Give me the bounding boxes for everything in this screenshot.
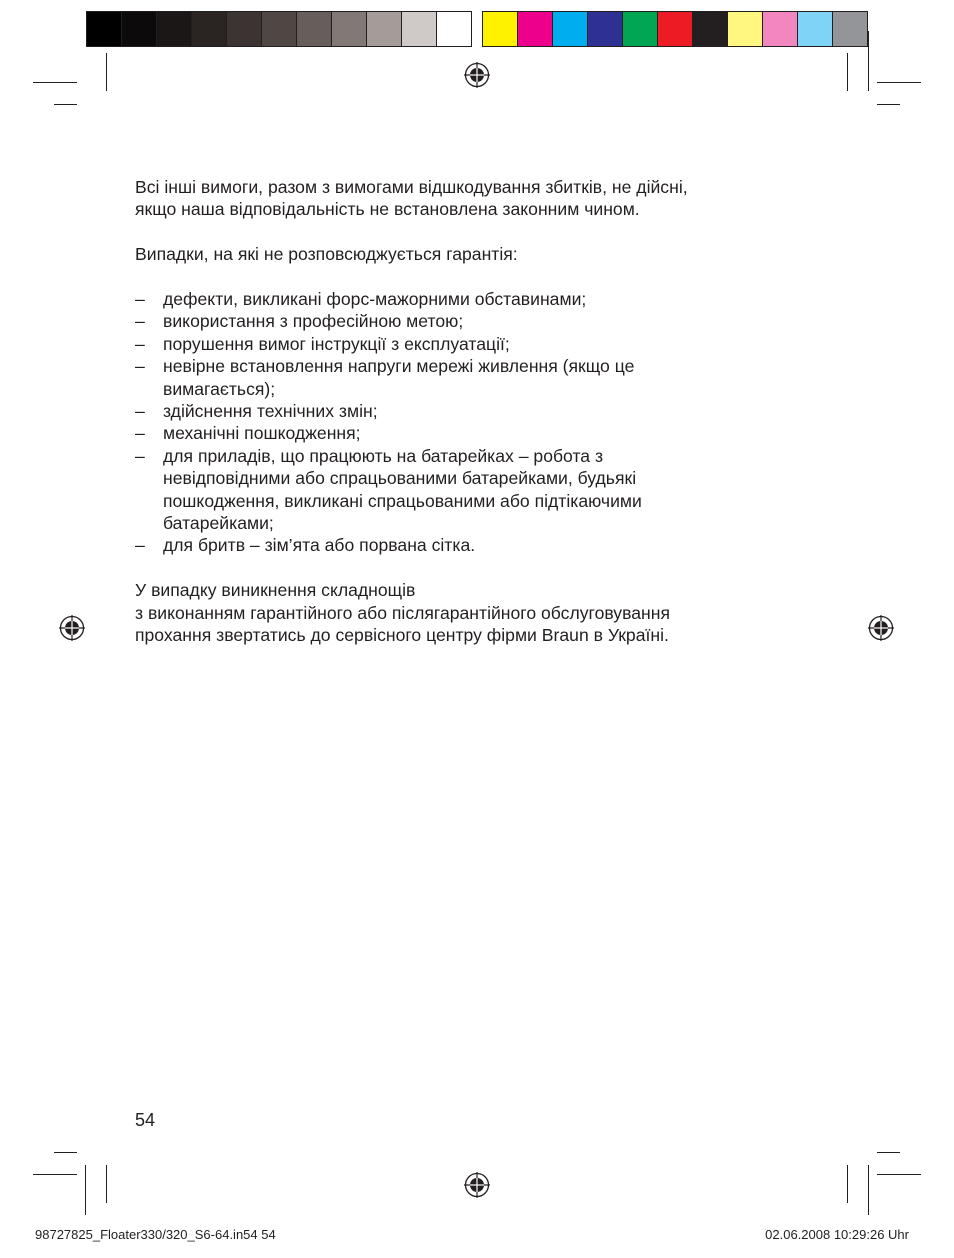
exclusion-text: невідповідними або спрацьованими батарейками, будьякі bbox=[163, 468, 637, 489]
registration-mark-icon bbox=[868, 615, 894, 641]
color-swatch bbox=[693, 12, 728, 46]
list-dash: – bbox=[135, 356, 145, 377]
list-dash: – bbox=[135, 311, 145, 332]
exclusion-text: механічні пошкодження; bbox=[163, 423, 361, 444]
exclusion-item bbox=[135, 400, 835, 422]
crop-mark bbox=[85, 1165, 86, 1215]
registration-mark-icon bbox=[464, 62, 490, 88]
exclusion-text: невірне встановлення напруги мережі живлення (якщо це bbox=[163, 356, 635, 377]
warranty-text bbox=[135, 176, 835, 646]
crop-mark bbox=[54, 104, 77, 105]
color-swatch bbox=[367, 12, 402, 46]
exclusion-text: використання з професійною метою; bbox=[163, 311, 464, 332]
crop-mark bbox=[868, 1165, 869, 1215]
color-swatch bbox=[623, 12, 658, 46]
crop-mark bbox=[868, 31, 869, 91]
color-swatch bbox=[833, 12, 867, 46]
color-swatch bbox=[122, 12, 157, 46]
color-swatch bbox=[798, 12, 833, 46]
paragraph-claims bbox=[135, 176, 835, 221]
list-dash: – bbox=[135, 289, 145, 309]
exclusion-text: порушення вимог інструкції з експлуатації; bbox=[163, 333, 510, 354]
color-swatch bbox=[588, 12, 623, 46]
color-swatch bbox=[297, 12, 332, 46]
text-line: якщо наша відповідальність не встановлена законним чином. bbox=[135, 199, 640, 220]
color-swatch bbox=[763, 12, 798, 46]
exclusion-item bbox=[135, 445, 835, 535]
exclusions-list bbox=[135, 288, 835, 557]
exclusion-text: для приладів, що працюють на батарейках – робота з bbox=[163, 445, 604, 466]
exclusion-item bbox=[135, 333, 835, 355]
paragraph-exclusions-intro: Випадки, на які не розповсюджується гарантія: bbox=[135, 244, 518, 265]
text-line: Всі інші вимоги, разом з вимогами відшкодування збитків, не дійсні, bbox=[135, 177, 688, 197]
color-swatch bbox=[728, 12, 763, 46]
color-swatch bbox=[553, 12, 588, 46]
registration-mark-icon bbox=[464, 1172, 490, 1198]
slug-file-info: 98727825_Floater330/320_S6-64.in54 54 bbox=[35, 1227, 276, 1242]
grayscale-color-bar bbox=[86, 11, 472, 47]
text-line: прохання звертатись до сервісного центру фірми Braun в Україні. bbox=[135, 625, 669, 646]
exclusion-item bbox=[135, 288, 835, 310]
exclusion-text: пошкодження, викликані спрацьованими або підтікаючими bbox=[163, 490, 642, 511]
crop-mark bbox=[877, 1152, 900, 1153]
list-dash: – bbox=[135, 423, 145, 444]
crop-mark bbox=[33, 82, 77, 83]
exclusion-item bbox=[135, 355, 835, 400]
color-swatch bbox=[192, 12, 227, 46]
crop-mark bbox=[847, 53, 848, 91]
slug-datetime: 02.06.2008 10:29:26 Uhr bbox=[765, 1227, 909, 1242]
page-number: 54 bbox=[135, 1110, 156, 1130]
exclusion-text: батарейками; bbox=[163, 513, 274, 534]
crop-mark bbox=[33, 1174, 77, 1175]
exclusion-item bbox=[135, 422, 835, 444]
text-line: з виконанням гарантійного або післягарантійного обслуговування bbox=[135, 602, 671, 623]
exclusion-item bbox=[135, 310, 835, 332]
exclusion-text: вимагається); bbox=[163, 378, 276, 399]
crop-mark bbox=[106, 53, 107, 91]
color-swatch bbox=[332, 12, 367, 46]
exclusion-item bbox=[135, 534, 835, 556]
color-swatch bbox=[262, 12, 297, 46]
color-swatch bbox=[483, 12, 518, 46]
process-color-bar bbox=[482, 11, 868, 47]
crop-mark bbox=[847, 1165, 848, 1203]
crop-mark bbox=[106, 1165, 107, 1203]
list-dash: – bbox=[135, 445, 145, 466]
exclusion-text: здійснення технічних змін; bbox=[163, 401, 378, 422]
exclusion-text: дефекти, викликані форс-мажорними обставинами; bbox=[163, 289, 587, 309]
color-swatch bbox=[518, 12, 553, 46]
color-swatch bbox=[658, 12, 693, 46]
paragraph-service-contact bbox=[135, 579, 835, 646]
text-line: У випадку виникнення складнощів bbox=[135, 580, 416, 601]
list-dash: – bbox=[135, 333, 145, 354]
color-swatch bbox=[157, 12, 192, 46]
registration-mark-icon bbox=[59, 615, 85, 641]
crop-mark bbox=[54, 1152, 77, 1153]
color-swatch bbox=[437, 12, 471, 46]
list-dash: – bbox=[135, 401, 145, 422]
crop-mark bbox=[877, 104, 900, 105]
color-swatch bbox=[87, 12, 122, 46]
color-swatch bbox=[227, 12, 262, 46]
crop-mark bbox=[877, 82, 921, 83]
color-swatch bbox=[402, 12, 437, 46]
list-dash: – bbox=[135, 535, 145, 556]
exclusion-text: для бритв – зім’ята або порвана сітка. bbox=[163, 535, 476, 556]
crop-mark bbox=[877, 1174, 921, 1175]
